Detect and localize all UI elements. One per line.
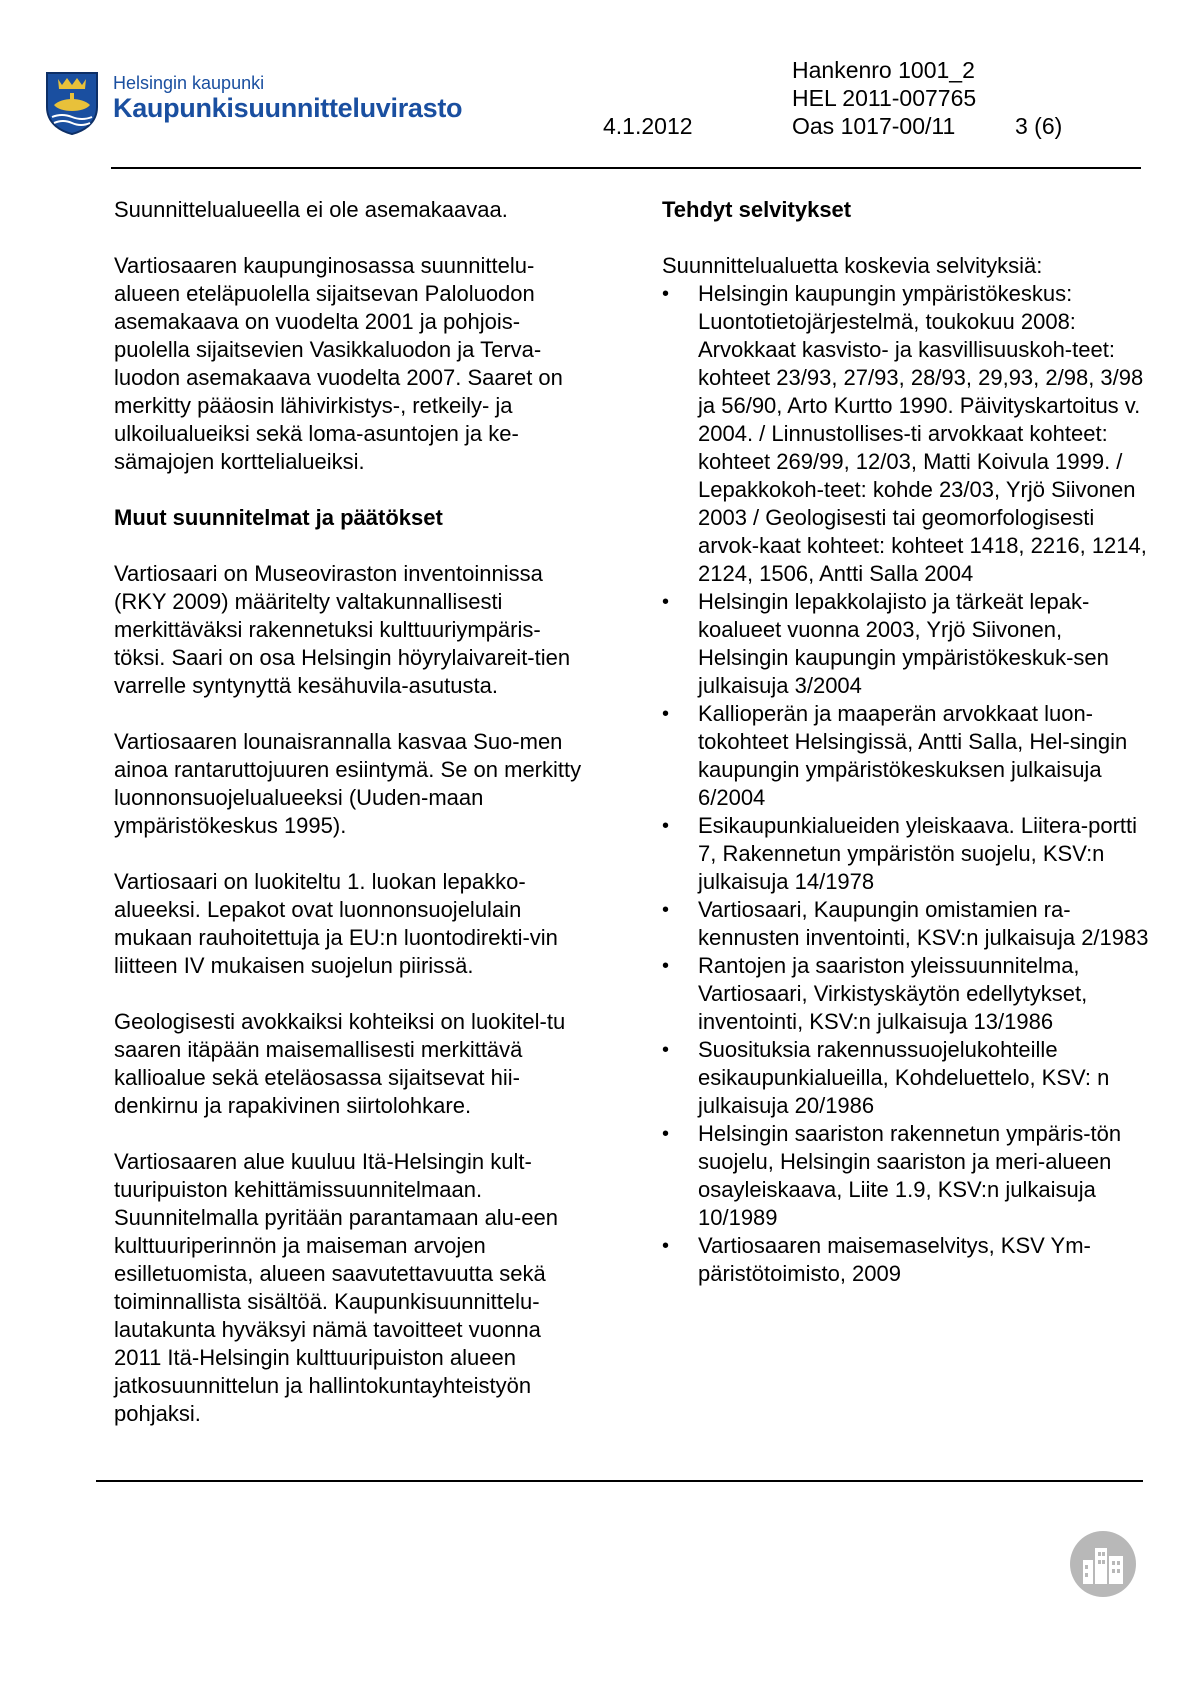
section-heading: Tehdyt selvitykset [662,197,852,222]
city-buildings-icon [1069,1530,1137,1598]
studies-list [662,280,1150,1288]
list-item: • Vartiosaari, Kaupungin omistamien ra-kennusten inventointi, KSV:n julkaisuja 2/1983 [662,896,1150,952]
list-item: • Helsingin lepakkolajisto ja tärkeät lepak-koalueet vuonna 2003, Yrjö Siivonen, Helsingin kaupungin ympäristökeskuk-sen julkaisuja 3/2004 [662,588,1150,700]
list-item: • Vartiosaaren maisemaselvitys, KSV Ym-päristötoimisto, 2009 [662,1232,1150,1288]
footer-divider [96,1480,1143,1482]
paragraph: Vartiosaari on luokiteltu 1. luokan lepakko-alueeksi. Lepakot ovat luonnonsuojelulain mukaan rauhoitettuja ja EU:n luontodirekti-vin liitteen IV mukaisen suojelun piirissä. [114,869,558,978]
case-number: HEL 2011-007765 [792,85,977,111]
helsinki-crest-icon [44,71,100,135]
oas-number: Oas 1017-00/11 [792,113,956,139]
paragraph: Vartiosaaren alue kuuluu Itä-Helsingin kult-tuuripuiston kehittämissuunnitelmaan. Suunnitelmalla pyritään parantamaan alu-een kulttuuriperinnön ja maiseman arvojen esilletuomista, alueen saavutettavuutta sekä toiminnallista sisältöä. Kaupunkisuunnittelu-lautakunta hyväksyi nämä tavoitteet vuonna 2011 Itä-Helsingin kulttuuripuiston alueen jatkosuunnittelun ja hallintokuntayhteistyön pohjaksi. [114,1149,558,1426]
section-heading: Muut suunnitelmat ja päätökset [114,505,443,530]
paragraph: Suunnittelualueella ei ole asemakaavaa. [114,197,508,222]
header-divider [111,167,1141,169]
paragraph: Geologisesti avokkaiksi kohteiksi on luokitel-tu saaren itäpään maisemallisesti merkittävä kallioalue sekä eteläosassa sijaitsevat hii-denkirnu ja rapakivinen siirtolohkare. [114,1009,566,1118]
list-intro: Suunnittelualuetta koskevia selvityksiä: [662,253,1043,278]
list-item: • Esikaupunkialueiden yleiskaava. Liitera-portti 7, Rakennetun ympäristön suojelu, KSV:n julkaisuja 14/1978 [662,812,1150,896]
organization-name: Helsingin kaupunki [113,73,265,93]
page-number: 3 (6) [1015,113,1063,139]
paragraph: Vartiosaari on Museoviraston inventoinnissa (RKY 2009) määritelty valtakunnallisesti merkittäväksi rakennetuksi kulttuuriympäris-töksi. Saari on osa Helsingin höyrylaivareit-tien varrelle syntynyttä kesähuvila-asutusta. [114,561,571,698]
list-item: • Helsingin kaupungin ympäristökeskus: Luontotietojärjestelmä, toukokuu 2008: Arvokkaat kasvisto- ja kasvillisuuskoh-teet: kohteet 23/93, 27/93, 28/93, 29,93, 2/98, 3/98 ja 56/90, Arto Kurtto 1990. Päivityskartoitus v. 2004. / Linnustollises-ti arvokkaat kohteet: kohteet 269/99, 12/03, Matti Koivula 1999. / Lepakkokoh-teet: kohde 23/03, Yrjö Siivonen 2003 / Geologisesti tai geomorfologisesti arvok-kaat kohteet: kohteet 1418, 2216, 1214, 2124, 1506, Antti Salla 2004 [662,280,1150,588]
list-item: • Helsingin saariston rakennetun ympäris-tön suojelu, Helsingin saariston ja meri-alueen osayleiskaava, Liite 1.9, KSV:n julkaisuja 10/1989 [662,1120,1150,1232]
list-item: • Rantojen ja saariston yleissuunnitelma, Vartiosaari, Virkistyskäytön edellytykset, inventointi, KSV:n julkaisuja 13/1986 [662,952,1150,1036]
list-item: • Suosituksia rakennussuojelukohteille esikaupunkialueilla, Kohdeluettelo, KSV: n julkaisuja 20/1986 [662,1036,1150,1120]
paragraph: Vartiosaaren kaupunginosassa suunnittelu-alueen eteläpuolella sijaitsevan Paloluodon asemakaava on vuodelta 2001 ja pohjois-puolella sijaitsevien Vasikkaluodon ja Terva-luodon asemakaava vuodelta 2007. Saaret on merkitty pääosin lähivirkistys-, retkeily- ja ulkoilualueiksi sekä loma-asuntojen ja ke-sämajojen korttelialueiksi. [114,253,563,474]
project-number: Hankenro 1001_2 [792,57,975,83]
left-column [114,196,592,1456]
document-date: 4.1.2012 [603,113,693,139]
department-name: Kaupunkisuunnitteluvirasto [113,93,463,123]
list-item: • Kallioperän ja maaperän arvokkaat luon-tokohteet Helsingissä, Antti Salla, Hel-singin kaupungin ympäristökeskuksen julkaisuja 6/2004 [662,700,1150,812]
paragraph: Vartiosaaren lounaisrannalla kasvaa Suo-men ainoa rantaruttojuuren esiintymä. Se on merkitty luonnonsuojelualueeksi (Uuden-maan ympäristökeskus 1995). [114,729,582,838]
right-column [662,196,1150,1288]
